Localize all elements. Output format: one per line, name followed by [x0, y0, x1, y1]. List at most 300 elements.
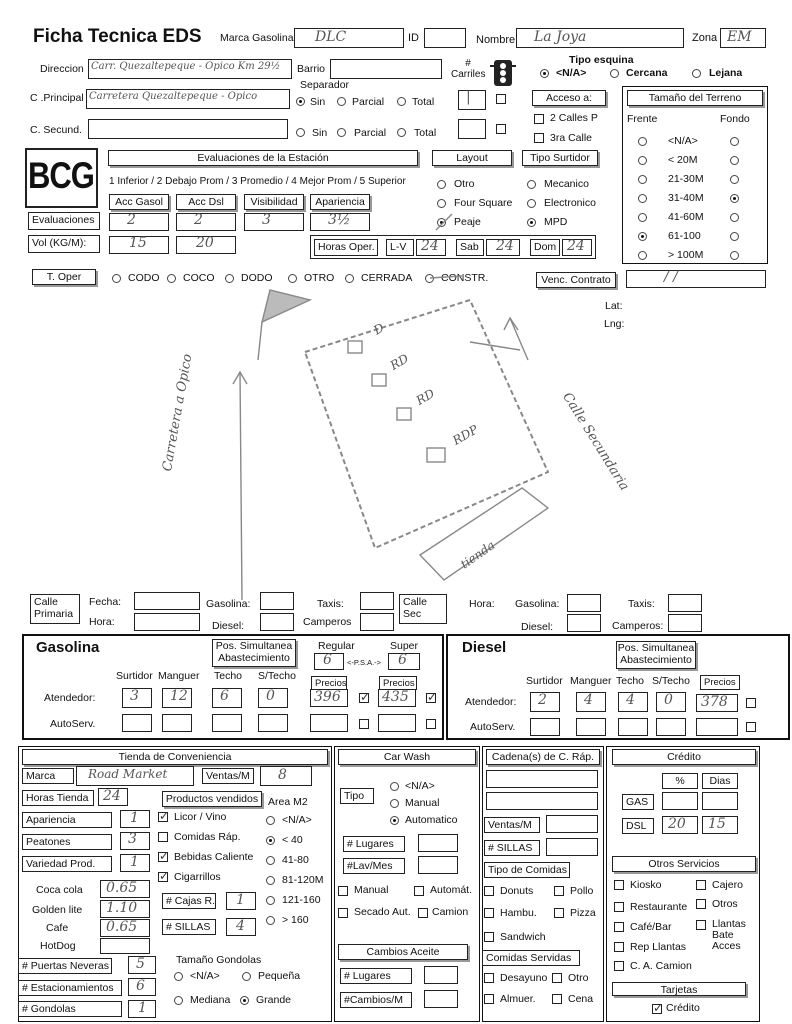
cocacola-label: Coca cola — [36, 884, 83, 896]
bcg-logo: BCG — [28, 154, 94, 197]
marca-gasolina-value: DLC — [315, 29, 347, 45]
cambios-lugares-label: # Lugares — [340, 968, 412, 984]
tienda-header: Tienda de Conveniencia — [22, 749, 328, 765]
super-value: 6 — [398, 652, 407, 668]
gondola-radio[interactable] — [242, 972, 251, 981]
separador-total-label: Total — [412, 96, 435, 108]
sab-value: 24 — [496, 238, 514, 254]
credito-dsl-pct-value: 20 — [668, 816, 686, 832]
gondola-option-label: Grande — [256, 994, 292, 1006]
esquina-na-radio[interactable] — [540, 69, 549, 78]
apariencia-label: Apariencia — [22, 812, 112, 828]
puertas-label: # Puertas Neveras — [18, 958, 112, 974]
vol-value: 15 — [129, 235, 147, 251]
toper-option-label: CERRADA — [361, 272, 413, 284]
camion-check[interactable] — [418, 908, 428, 918]
servida-check[interactable] — [552, 994, 562, 1004]
tarjeta-credito-check[interactable] — [652, 1004, 662, 1014]
producto-check[interactable] — [158, 832, 168, 842]
carwash-lugares-field[interactable] — [418, 834, 458, 852]
carriles-principal-check[interactable] — [496, 94, 506, 104]
frente-label: Frente — [627, 113, 658, 125]
cambios-lugares-field[interactable] — [424, 966, 458, 984]
terreno-option-label: 61-100 — [668, 230, 701, 242]
camion-label: Camion — [432, 906, 469, 918]
camperos2-field[interactable] — [668, 614, 702, 632]
super-label: Super — [390, 640, 419, 652]
toper-radio[interactable] — [112, 274, 121, 283]
peatones-value: 3 — [128, 831, 137, 847]
fondo-radio-3[interactable] — [730, 194, 739, 203]
tienda-marca-value: Road Market — [88, 767, 168, 781]
cadena-field-1[interactable] — [486, 770, 598, 788]
carriles-secund-field[interactable] — [458, 119, 486, 139]
sketch-rd1-label: RD — [387, 351, 411, 373]
venc-contrato-field[interactable] — [626, 270, 766, 288]
separador-sin-radio[interactable] — [296, 97, 305, 106]
comida-check[interactable] — [484, 908, 494, 918]
dsl-autoserv-precio[interactable] — [696, 718, 738, 736]
tienda-sillas-value: 4 — [236, 918, 245, 934]
carwash-lugares-label: # Lugares — [343, 836, 405, 852]
zona-label: Zona — [692, 32, 718, 44]
esquina-lejana-label: Lejana — [709, 67, 743, 79]
area-radio[interactable] — [266, 876, 275, 885]
gas-precio-super-check[interactable] — [426, 693, 436, 703]
taxis-count-field[interactable] — [360, 592, 394, 610]
eval-value: 3 — [262, 212, 271, 228]
eval-field[interactable] — [244, 213, 304, 231]
terreno-option-label: < 20M — [668, 154, 698, 166]
producto-check[interactable] — [158, 852, 168, 862]
layout-option-label: Peaje — [454, 216, 481, 228]
gondola-option-label: Pequeña — [258, 970, 301, 982]
gas-precios-regular-header: Precios — [311, 676, 347, 690]
gondola-radio[interactable] — [240, 996, 249, 1005]
comida-check[interactable] — [554, 908, 564, 918]
eval-field[interactable] — [176, 213, 236, 231]
toper-radio[interactable] — [167, 274, 176, 283]
cajas-value: 1 — [236, 892, 245, 908]
dsl-precio-value: 378 — [701, 694, 728, 710]
surtidor-radio[interactable] — [527, 180, 536, 189]
servicio-check[interactable] — [614, 961, 624, 971]
layout-option-label: Four Square — [454, 197, 513, 209]
tipo-esquina-label: Tipo esquina — [569, 54, 634, 66]
frente-radio-5[interactable] — [638, 232, 647, 241]
hora-label: Hora: — [89, 616, 115, 628]
variedad-label: Variedad Prod. — [22, 856, 112, 872]
cadena-field-2[interactable] — [486, 792, 598, 810]
secund-sin-radio[interactable] — [296, 128, 305, 137]
sketch-tienda-label: tienda — [458, 538, 498, 572]
carwash-tipo-radio[interactable] — [390, 799, 399, 808]
regular-value: 6 — [323, 652, 332, 668]
eval-col-header: Visibilidad — [244, 194, 304, 210]
fondo-radio-6[interactable] — [730, 251, 739, 260]
comida-check[interactable] — [484, 932, 494, 942]
gas-col-header: Surtidor — [116, 670, 153, 682]
area-radio[interactable] — [266, 856, 275, 865]
esquina-cercana-radio[interactable] — [610, 69, 619, 78]
fecha-label: Fecha: — [89, 596, 122, 608]
toper-option-label: COCO — [183, 272, 215, 284]
cadena-sillas-label: # SILLAS — [484, 840, 540, 856]
id-field[interactable] — [424, 28, 466, 48]
tarjetas-header: Tarjetas — [612, 982, 746, 996]
carwash-header: Car Wash — [338, 749, 476, 765]
estacionamientos-value: 6 — [136, 978, 145, 994]
evaluaciones-header: Evaluaciones de la Estación — [108, 150, 418, 166]
gas-autoserv-super-check[interactable] — [426, 719, 436, 729]
gasolina2-label: Gasolina: — [515, 598, 560, 610]
peatones-label: Peatones — [22, 834, 112, 850]
secado-check[interactable] — [338, 908, 348, 918]
lavmes-field[interactable] — [418, 856, 458, 874]
frente-radio-2[interactable] — [638, 175, 647, 184]
barrio-label: Barrio — [297, 63, 326, 75]
gas-precio-regular-check[interactable] — [359, 693, 369, 703]
camperos-count-field[interactable] — [360, 613, 394, 631]
servicio-label: Kiosko — [630, 879, 662, 891]
sketch-rd2-label: RD — [413, 386, 437, 408]
gas-col-header: Techo — [214, 670, 243, 682]
credito-dsl-dias-value: 15 — [708, 816, 726, 832]
venc-contrato-value: / / — [664, 269, 678, 285]
gas-autoserv-precio-regular[interactable] — [310, 714, 348, 732]
toper-radio[interactable] — [425, 274, 434, 283]
gas-atendedor-value: 3 — [130, 688, 139, 704]
sketch-calle-label: Calle Secundaria — [559, 390, 632, 494]
cadena-ventas-field[interactable] — [546, 815, 598, 833]
frente-radio-4[interactable] — [638, 213, 647, 222]
area-radio[interactable] — [266, 816, 275, 825]
frente-radio-0[interactable] — [638, 137, 647, 146]
sketch-d-label: D — [371, 320, 387, 338]
comida-check[interactable] — [554, 886, 564, 896]
calle-primaria-label: Calle Primaria — [30, 594, 80, 624]
servida-label: Desayuno — [500, 972, 548, 984]
layout-radio[interactable] — [437, 218, 446, 227]
servicio-check[interactable] — [696, 899, 706, 909]
credito-header: Crédito — [612, 749, 756, 765]
taxis2-field[interactable] — [668, 594, 702, 612]
gondolas-label: # Gondolas — [18, 1001, 122, 1017]
diesel-count-field[interactable] — [260, 613, 294, 631]
eval-field[interactable] — [109, 213, 169, 231]
separador-parcial-radio[interactable] — [337, 97, 346, 106]
sketch-carretera-label: Carretera a Opico — [160, 352, 196, 473]
secund-parcial-radio[interactable] — [337, 128, 346, 137]
direccion-label: Direccion — [40, 63, 84, 75]
tres-calle-check[interactable] — [534, 133, 544, 143]
fondo-radio-5[interactable] — [730, 232, 739, 241]
layout-radio[interactable] — [437, 180, 446, 189]
toper-radio[interactable] — [288, 274, 297, 283]
gas-autoserv-field[interactable] — [258, 714, 288, 732]
comida-label: Hambu. — [500, 907, 537, 919]
form-title: Ficha Tecnica EDS — [33, 26, 202, 47]
dom-label: Dom — [530, 239, 560, 256]
cadena-header: Cadena(s) de C. Ráp. — [486, 749, 600, 765]
comida-label: Pollo — [570, 885, 594, 897]
dsl-autoserv-field[interactable] — [656, 718, 686, 736]
diesel2-field[interactable] — [567, 614, 601, 632]
gondola-option-label: Mediana — [190, 994, 231, 1006]
credito-pct-header: % — [662, 773, 698, 789]
servicio-label: Café/Bar — [630, 921, 672, 933]
area-radio[interactable] — [266, 896, 275, 905]
gas-col-header: Manguer — [158, 670, 200, 682]
eval-value: 2 — [194, 212, 203, 228]
gas-autoserv-regular-check[interactable] — [359, 719, 369, 729]
gas-precios-super-header: Precios — [379, 676, 417, 690]
terreno-option-label: <N/A> — [668, 135, 698, 147]
terreno-option-label: > 100M — [668, 249, 704, 261]
servicio-label: Llantas Bate Acces — [712, 918, 746, 952]
layout-radio[interactable] — [437, 199, 446, 208]
apariencia-value: 1 — [130, 810, 139, 826]
area-m2-label: Area M2 — [268, 796, 308, 808]
producto-check[interactable] — [158, 812, 168, 822]
toper-radio[interactable] — [345, 274, 354, 283]
zona-value: EM — [727, 29, 752, 45]
tres-calle-label: 3ra Calle — [550, 132, 593, 144]
area-option-label: 121-160 — [282, 894, 321, 906]
frente-radio-6[interactable] — [638, 251, 647, 260]
carwash-manual-label: Manual — [354, 884, 389, 896]
fondo-radio-0[interactable] — [730, 137, 739, 146]
separador-total-radio[interactable] — [397, 97, 406, 106]
gas-autoserv-field[interactable] — [122, 714, 152, 732]
area-option-label: < 40 — [282, 834, 303, 846]
taxis-count-label: Taxis: — [317, 598, 344, 610]
servida-check[interactable] — [484, 994, 494, 1004]
gasolina-count-label: Gasolina: — [206, 598, 251, 610]
dsl-atendedor-value: 2 — [538, 692, 547, 708]
puertas-value: 5 — [136, 956, 145, 972]
gas-autoserv-field[interactable] — [212, 714, 242, 732]
dsl-atendedor-label: Atendedor: — [465, 696, 517, 708]
credito-gas-dias-field[interactable] — [702, 792, 738, 810]
dsl-autoserv-field[interactable] — [576, 718, 606, 736]
golden-value: 1.10 — [106, 900, 138, 916]
carwash-manual-check[interactable] — [338, 886, 348, 896]
area-radio[interactable] — [266, 916, 275, 925]
gas-autoserv-label: AutoServ. — [50, 718, 96, 730]
surtidor-radio[interactable] — [527, 199, 536, 208]
dsl-col-header: Manguer — [570, 675, 612, 687]
gondola-option-label: <N/A> — [190, 970, 220, 982]
surtidor-option-label: MPD — [544, 216, 568, 228]
carwash-tipo-label: Manual — [405, 797, 440, 809]
dsl-autoserv-check[interactable] — [746, 722, 756, 732]
frente-radio-3[interactable] — [638, 194, 647, 203]
tamano-gondolas-label: Tamaño Gondolas — [176, 954, 262, 966]
eval-value: 2 — [127, 212, 136, 228]
fecha-field[interactable] — [134, 592, 200, 610]
diesel-pos-sim: Pos. Simultanea Abastecimiento — [616, 641, 696, 669]
eval-col-header: Acc Dsl — [176, 194, 236, 210]
cafe-label: Cafe — [46, 922, 69, 934]
carwash-tipo-label: Tipo — [340, 788, 374, 804]
gas-atendedor-value: 12 — [170, 688, 188, 704]
servicio-check[interactable] — [614, 902, 624, 912]
eval-value: 3½ — [328, 212, 351, 228]
area-option-label: > 160 — [282, 914, 309, 926]
dsl-autoserv-field[interactable] — [618, 718, 648, 736]
tienda-marca-label: Marca — [22, 768, 74, 784]
toper-option-label: OTRO — [304, 272, 335, 284]
layout-header: Layout — [432, 150, 512, 166]
otros-servicios-header: Otros Servicios — [612, 856, 756, 872]
marca-gasolina-field[interactable] — [294, 28, 404, 48]
carriles-secund-check[interactable] — [496, 124, 506, 134]
dos-calles-label: 2 Calles P — [550, 112, 598, 124]
servida-check[interactable] — [552, 973, 562, 983]
variedad-value: 1 — [130, 854, 139, 870]
area-radio[interactable] — [266, 836, 275, 845]
dsl-precio-check[interactable] — [746, 698, 756, 708]
servicio-check[interactable] — [614, 880, 624, 890]
lv-value: 24 — [421, 238, 439, 254]
fondo-radio-2[interactable] — [730, 175, 739, 184]
servicio-check[interactable] — [614, 922, 624, 932]
dsl-col-header: Techo — [616, 675, 645, 687]
servida-label: Cena — [568, 993, 594, 1005]
evaluaciones-row-label: Evaluaciones — [28, 212, 100, 230]
camperos-count-label: Camperos — [303, 616, 352, 628]
cambios-mes-label: #Cambios/M — [340, 992, 412, 1008]
surtidor-radio[interactable] — [527, 218, 536, 227]
credito-gas-pct-field[interactable] — [662, 792, 698, 810]
direccion-value: Carr. Quezaltepeque - Opico Km 29½ — [91, 61, 281, 72]
gondola-radio[interactable] — [174, 996, 183, 1005]
gasolina2-field[interactable] — [567, 594, 601, 612]
camperos2-label: Camperos: — [612, 620, 664, 632]
hora2-label: Hora: — [469, 598, 495, 610]
servida-label: Otro — [568, 972, 589, 984]
principal-label: C .Principal — [30, 92, 84, 104]
cadena-sillas-field[interactable] — [546, 838, 598, 856]
surtidor-option-label: Electronico — [544, 197, 596, 209]
lv-label: L-V — [386, 239, 414, 256]
gas-precio-regular-value: 396 — [314, 689, 341, 705]
dsl-autoserv-label: AutoServ. — [470, 721, 516, 733]
tipo-surtidor-header: Tipo Surtidor — [522, 150, 598, 166]
gas-atendedor-label: Atendedor: — [44, 692, 96, 704]
servicio-check[interactable] — [696, 880, 706, 890]
servicio-check[interactable] — [696, 920, 706, 930]
cambios-mes-field[interactable] — [424, 990, 458, 1008]
cadena-ventas-label: Ventas/M — [484, 817, 540, 833]
comida-label: Donuts — [500, 885, 534, 897]
tamano-terreno-header: Tamaño del Terreno — [627, 90, 763, 106]
credito-dias-header: Dias — [702, 773, 738, 789]
eval-col-header: Acc Gasol — [109, 194, 169, 210]
dom-value: 24 — [567, 238, 585, 254]
surtidor-option-label: Mecanico — [544, 178, 589, 190]
fondo-radio-1[interactable] — [730, 156, 739, 165]
hotdog-field[interactable] — [100, 938, 150, 954]
hora-field[interactable] — [134, 613, 200, 631]
terreno-option-label: 21-30M — [668, 173, 704, 185]
frente-radio-1[interactable] — [638, 156, 647, 165]
gondola-radio[interactable] — [174, 972, 183, 981]
tipo-comidas-label: Tipo de Comidas — [484, 862, 570, 878]
comida-label: Sandwich — [500, 931, 546, 943]
dsl-col-header: S/Techo — [652, 675, 690, 687]
cocacola-value: 0.65 — [106, 880, 138, 896]
separador-label: Separador — [300, 79, 350, 91]
gasolina-title: Gasolina — [36, 639, 100, 656]
cafe-value: 0.65 — [106, 919, 138, 935]
separador-parcial-label: Parcial — [352, 96, 385, 108]
carriles-principal-field[interactable] — [458, 90, 486, 110]
hotdog-label: HotDog — [40, 940, 76, 952]
horas-tienda-value: 24 — [103, 788, 121, 804]
fondo-label: Fondo — [720, 113, 750, 125]
servicio-label: Restaurante — [630, 901, 688, 913]
dsl-col-header: Precios — [700, 675, 740, 690]
gas-precio-super-value: 435 — [382, 689, 409, 705]
servicio-check[interactable] — [614, 942, 624, 952]
carwash-tipo-radio[interactable] — [390, 782, 399, 791]
carwash-tipo-radio[interactable] — [390, 816, 399, 825]
dsl-autoserv-field[interactable] — [530, 718, 560, 736]
eval-col-header: Apariencia — [310, 194, 370, 210]
toper-radio[interactable] — [225, 274, 234, 283]
cajas-label: # Cajas R. — [162, 893, 216, 909]
toper-header: T. Oper — [32, 269, 96, 285]
dsl-atendedor-value: 4 — [626, 692, 635, 708]
servida-check[interactable] — [484, 973, 494, 983]
dos-calles-check[interactable] — [534, 114, 544, 124]
sab-label: Sab — [456, 239, 484, 256]
servicio-label: Rep Llantas — [630, 941, 687, 953]
servicio-label: Cajero — [712, 879, 743, 891]
comida-check[interactable] — [484, 886, 494, 896]
nombre-label: Nombre — [476, 34, 516, 46]
area-option-label: 41-80 — [282, 854, 309, 866]
gas-atendedor-value: 6 — [220, 688, 229, 704]
gas-autoserv-field[interactable] — [162, 714, 192, 732]
secund-total-radio[interactable] — [397, 128, 406, 137]
terreno-option-label: 41-60M — [668, 211, 704, 223]
producto-check[interactable] — [158, 872, 168, 882]
venc-contrato-header: Venc. Contrato — [536, 272, 616, 288]
esquina-lejana-radio[interactable] — [692, 69, 701, 78]
horas-tienda-label: Horas Tienda — [22, 790, 94, 806]
vol-value: 20 — [196, 235, 214, 251]
servida-label: Almuer. — [500, 993, 536, 1005]
carwash-tipo-label: Automatico — [405, 814, 458, 826]
id-label: ID — [408, 32, 419, 44]
gasolina-count-field[interactable] — [260, 592, 294, 610]
tienda-ventas-value: 8 — [278, 767, 287, 783]
secund-total-label: Total — [414, 127, 437, 139]
lng-label: Lng: — [604, 318, 625, 330]
gas-atendedor-value: 0 — [266, 688, 275, 704]
toper-option-label: CODO — [128, 272, 160, 284]
toper-option-label: CONSTR. — [441, 272, 489, 284]
fondo-radio-4[interactable] — [730, 213, 739, 222]
carwash-automat-check[interactable] — [414, 886, 424, 896]
nombre-value: La Joya — [534, 29, 587, 45]
barrio-field[interactable] — [330, 59, 442, 79]
secund-field[interactable] — [88, 119, 288, 139]
gas-autoserv-precio-super[interactable] — [378, 714, 416, 732]
